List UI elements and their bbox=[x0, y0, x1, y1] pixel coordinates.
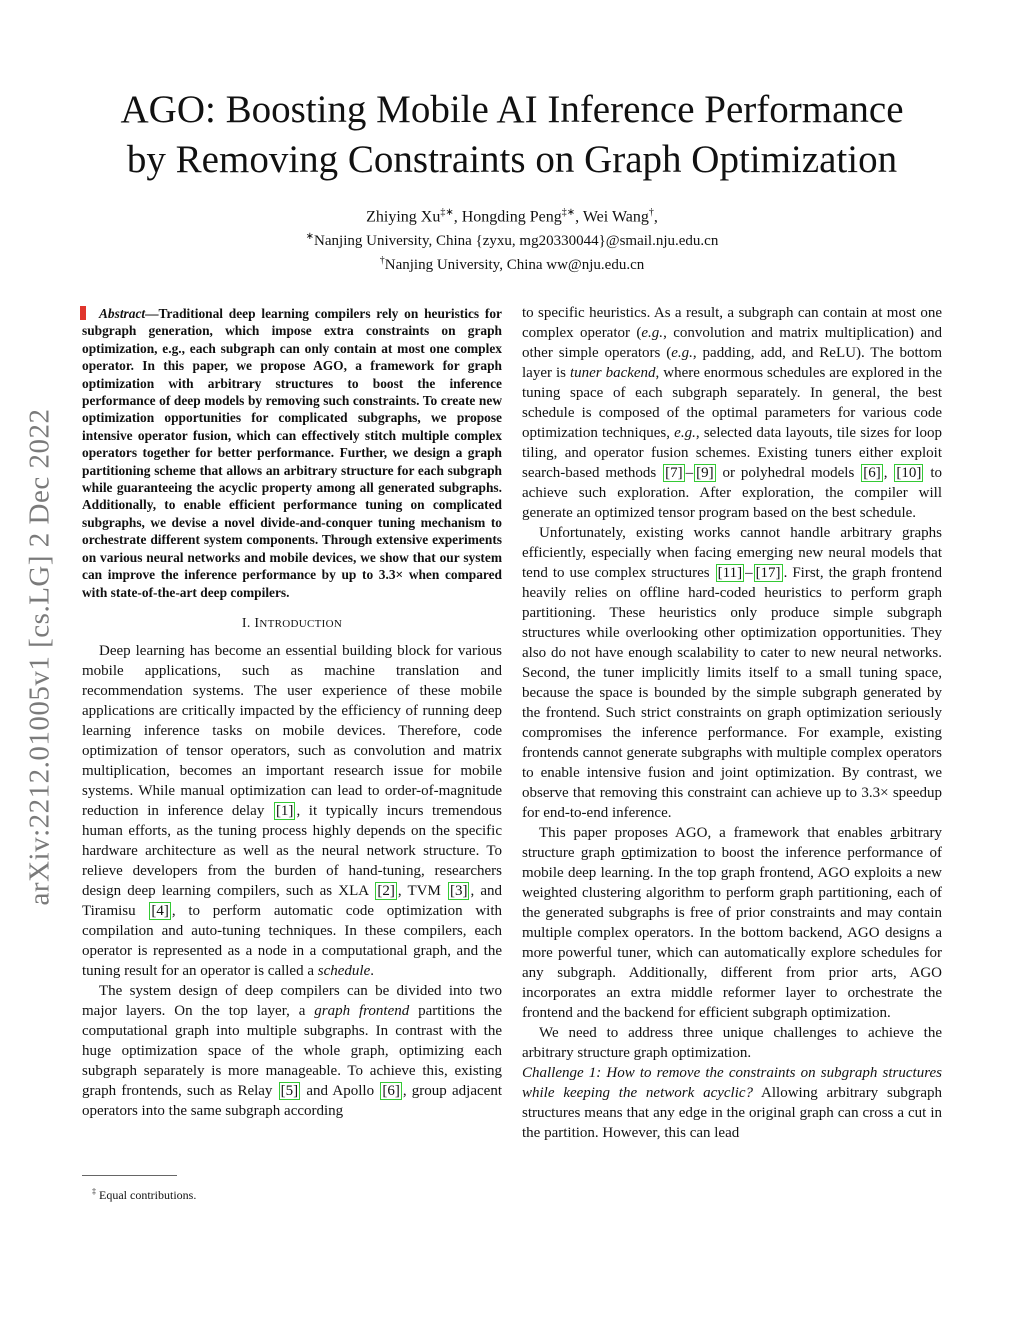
section-heading-introduction bbox=[82, 614, 502, 634]
text-run: , group adjacent operators into the same subgraph according bbox=[82, 1082, 502, 1119]
text-run: This paper proposes AGO, a framework that enables bbox=[539, 825, 891, 841]
footnote bbox=[92, 1187, 196, 1203]
text-run: . First, the graph frontend heavily relies on offline hard-coded heuristics to perform graph partitioning. These heuristics only produce simple subgraph structures while overlooking other optimization opportunities. They also do not have enough scalability to cater to new neural networks. Second, the tuner implicitly limits itself to a small tuning space, because the space is bounded by the simple subgraph generated by the frontend. Such strict constraints on graph optimization seriously compromises the inference performance. For example, existing frontends cannot generate subgraphs with multiple complex operators to enable intensive fusion and joint optimization. By contrast, we observe that removing this constraint can achieve up to 3.3× speedup for end-to-end inference. bbox=[522, 565, 942, 821]
underlined-letter: o bbox=[621, 845, 629, 861]
affiliation-1 bbox=[80, 227, 944, 251]
text-run: The system design of deep compilers can be divided into two major layers. On the top layer, a bbox=[82, 982, 502, 1019]
author-separator: , bbox=[453, 208, 462, 226]
text-run: – bbox=[685, 465, 694, 481]
text-run: , to perform automatic code optimization with compilation and auto-tuning techniques. In these compilers, each operator is represented as a node in a computational graph, and the tuning result for an operator is called a bbox=[82, 902, 502, 979]
author-name: Hongding Peng bbox=[461, 208, 562, 226]
author-name: Zhiying Xu bbox=[366, 208, 441, 226]
affiliation-mark: † bbox=[379, 255, 385, 267]
citation-link[interactable]: [1] bbox=[275, 802, 294, 819]
author-mark: ‡∗ bbox=[440, 207, 454, 218]
citation-link[interactable]: [2] bbox=[377, 882, 395, 899]
arxiv-stamp bbox=[20, 362, 60, 952]
citation-link[interactable]: [3] bbox=[449, 882, 468, 899]
intro-paragraph-3 bbox=[522, 303, 942, 523]
abstract-text: —Traditional deep learning compilers rely on heuristics for subgraph generation, which impose extra constraints on graph optimization, e.g., each subgraph can only contain at most one complex operator. In this paper, we propose AGO, a framework for graph optimization with arbitrary structures to boost the inference performance of deep models by removing such constraints. To create new optimization opportunities for complicated subgraphs, we propose intensive operator fusion, which can effectively stitch multiple complex operators together for better performance. Further, we design a graph partitioning scheme that allows an arbitrary structure for each subgraph while guaranteeing the acyclic property among all generated subgraphs. Additionally, to enable efficient performance tuning on complicated subgraphs, we devise a novel divide-and-conquer tuning mechanism to orchestrate different system components. Through extensive experiments on various neural networks and mobile devices, we show that our system can improve the inference performance by up to 3.3× when compared with state-of-the-art deep compilers. bbox=[82, 306, 502, 600]
author-line bbox=[80, 203, 944, 227]
left-column bbox=[82, 305, 502, 1121]
author-mark: ‡∗ bbox=[561, 207, 576, 218]
author-name: Wei Wang bbox=[582, 208, 649, 226]
intro-paragraph-5 bbox=[522, 823, 942, 1023]
text-run: rbitrary structure bbox=[522, 825, 942, 861]
paper-title bbox=[80, 85, 944, 185]
text-run: or polyhedral models bbox=[716, 465, 861, 481]
text-run: , it typically incurs tremendous human efforts, as the tuning process highly depends on the specific hardware architecture as well as the neural network structure. To relieve developers from the burden of hand-tuning, researchers design deep learning compilers, such as XLA bbox=[82, 802, 502, 899]
arxiv-stamp-text: arXiv:2212.01005v1 [cs.LG] 2 Dec 2022 bbox=[23, 408, 56, 906]
citation-link[interactable]: [6] bbox=[382, 1082, 400, 1099]
section-first-letter: I bbox=[254, 615, 260, 631]
author-separator: , bbox=[575, 208, 583, 226]
title-line-2: by Removing Constraints on Graph Optimization bbox=[126, 138, 898, 181]
text-run: partitions the computational graph into multiple subgraphs. In contrast with the huge optimization space of the whole graph, optimizing each subgraph separately is more manageable. To achieve this, existing graph frontends, such as Relay bbox=[82, 1002, 502, 1099]
citation-link[interactable]: [6] bbox=[863, 465, 881, 481]
abstract-label: Abstract bbox=[99, 306, 146, 321]
author-block bbox=[80, 203, 944, 275]
intro-paragraph-6 bbox=[522, 1023, 942, 1063]
affiliation-2 bbox=[80, 251, 944, 275]
emphasis: tuner backend bbox=[569, 365, 656, 381]
abstract bbox=[82, 305, 502, 601]
intro-paragraph-4 bbox=[522, 523, 942, 823]
citation-link[interactable]: [5] bbox=[280, 1082, 299, 1099]
title-line-1: AGO: Boosting Mobile AI Inference Performance bbox=[120, 88, 904, 131]
underlined-letter: g bbox=[580, 845, 589, 861]
annotation-marker bbox=[80, 306, 86, 320]
text-run: . bbox=[370, 962, 374, 979]
citation-link[interactable]: [11] bbox=[717, 565, 743, 581]
text-run: Allowing arbitrary subgraph structures means that any edge in the original graph can cross a cut in the partition. However, this can lead bbox=[522, 1085, 942, 1141]
affiliation-text: Nanjing University, China ww@nju.edu.cn bbox=[384, 257, 645, 274]
emphasis: Challenge 1: How to remove the constraints on subgraph structures while keeping the network acyclic? bbox=[522, 1065, 942, 1101]
text-run: ptimization to boost the inference performance of mobile deep learning. In the top graph frontend, AGO exploits a new weighted clustering algorithm to perform graph partitioning, each of the generated subgraphs is free of prior constraints and may contain multiple complex operators. In the bottom backend, AGO designs a more powerful tuner, which can automatically explore schedules for any subgraph. Additionally, different from prior arts, AGO incorporates an extra middle reformer layer to orchestrate the frontend and the backend for efficient subgraph optimization. bbox=[522, 845, 943, 1021]
citation-link[interactable]: [10] bbox=[896, 465, 922, 481]
text-run: , bbox=[883, 465, 894, 481]
text-run: , and Tiramisu bbox=[82, 882, 502, 919]
citation-link[interactable]: [9] bbox=[696, 465, 714, 481]
challenge-1-paragraph bbox=[522, 1063, 942, 1143]
intro-paragraph-2 bbox=[82, 981, 502, 1121]
emphasis: e.g. bbox=[641, 325, 664, 341]
text-run: to specific heuristics. As a result, a subgraph can contain at most one complex operator ( bbox=[522, 305, 942, 341]
footnote-mark: ‡ bbox=[92, 1187, 96, 1196]
text-run: and Apollo bbox=[301, 1082, 380, 1099]
right-column bbox=[522, 303, 942, 1143]
citation-link[interactable]: [7] bbox=[665, 465, 683, 481]
author-mark: † bbox=[648, 207, 654, 218]
text-run: Unfortunately, existing works cannot handle arbitrary graphs efficiently, especially when facing emerging new neural models that tend to use complex structures bbox=[522, 525, 942, 581]
author-separator: , bbox=[653, 208, 658, 226]
text-run: , padding, add, and ReLU). The bottom layer is bbox=[522, 345, 942, 381]
text-run: , where enormous schedules are explored in the tuning space of each subgraph separately. In general, the best schedule is composed of the optimal parameters for various code optimization techniques, bbox=[522, 365, 942, 441]
intro-paragraph-1 bbox=[82, 641, 502, 981]
emphasis: schedule bbox=[317, 962, 371, 979]
footnote-rule bbox=[82, 1175, 177, 1176]
text-run: – bbox=[745, 565, 753, 581]
affiliation-mark: ∗ bbox=[305, 231, 315, 243]
text-run: raph bbox=[588, 845, 622, 861]
citation-link[interactable]: [17] bbox=[755, 565, 781, 581]
text-run: , selected data layouts, tile sizes for loop tiling, and operator fusion schemes. Existing tuners either exploit search-based methods bbox=[522, 425, 943, 481]
section-title-rest: NTRODUCTION bbox=[259, 617, 343, 630]
emphasis: e.g. bbox=[671, 345, 693, 361]
underlined-letter: a bbox=[890, 825, 898, 841]
section-number: I. bbox=[241, 615, 255, 631]
emphasis: e.g. bbox=[674, 425, 696, 441]
affiliation-text: Nanjing University, China {zyxu, mg20330044}@smail.nju.edu.cn bbox=[314, 233, 719, 250]
citation-link[interactable]: [4] bbox=[151, 902, 169, 919]
text-run: We need to address three unique challenges to achieve the arbitrary structure graph optimization. bbox=[522, 1025, 942, 1061]
emphasis: graph frontend bbox=[314, 1002, 410, 1019]
text-run: , convolution and matrix multiplication) and other simple operators ( bbox=[522, 325, 943, 361]
footnote-text: Equal contributions. bbox=[96, 1188, 197, 1202]
text-run: to achieve such exploration. After exploration, the compiler will generate an optimized tensor program based on the best schedule. bbox=[522, 465, 942, 521]
text-run: Deep learning has become an essential building block for various mobile applications, such as machine translation and recommendation systems. The user experience of these mobile applications are critically impacted by the efficiency of running deep learning inference tasks on mobile devices. Therefore, code optimization of tensor operators, such as convolution and matrix multiplication, becomes an important research issue for mobile systems. While manual optimization can lead to order-of-magnitude reduction in inference delay bbox=[82, 642, 502, 819]
text-run: , TVM bbox=[397, 882, 447, 899]
